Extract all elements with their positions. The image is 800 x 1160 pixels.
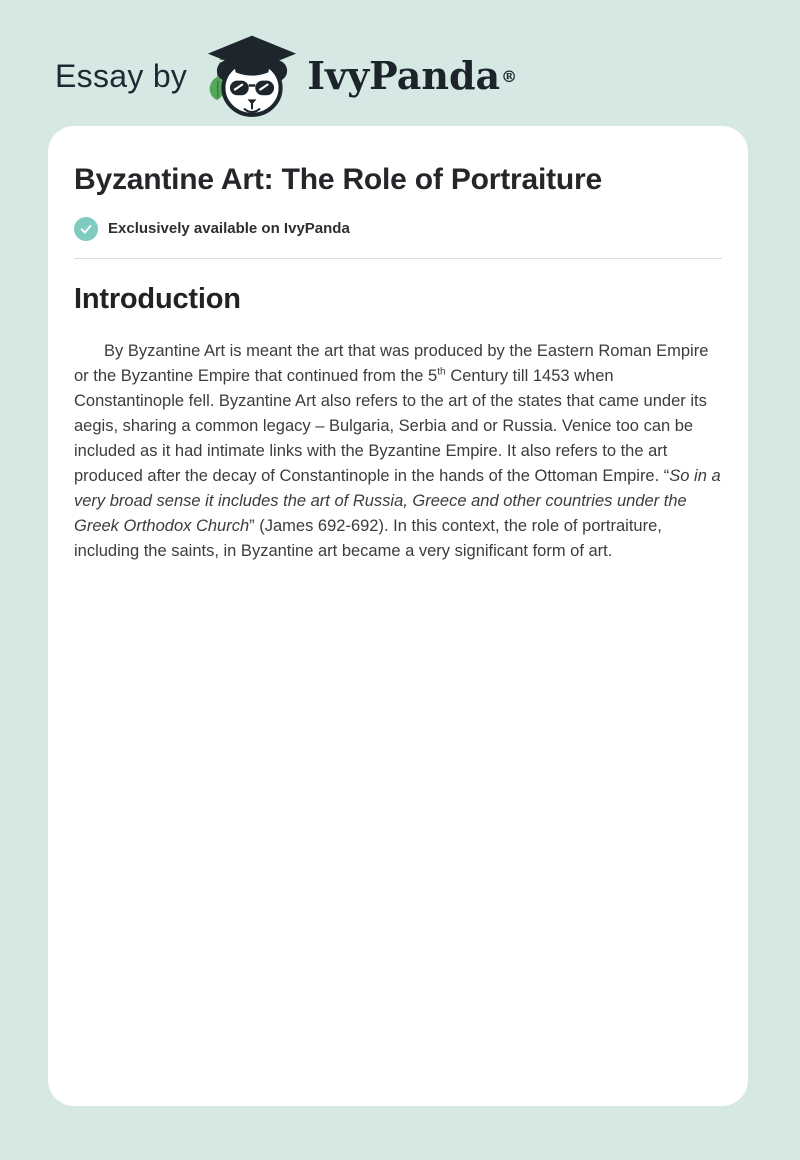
brand-wordmark: IvyPanda	[307, 53, 501, 98]
divider	[74, 258, 722, 259]
intro-paragraph: By Byzantine Art is meant the art that was produced by the Eastern Roman Empire or the Byzantine Empire that continued from the 5th Century till 1453 when Constantinople fell. Byzantine Art also refers to the art of the states that came under its aegis, sharing a common legacy – Bulgaria, Serbia and or Russia. Venice too can be included as it had intimate links with the Byzantine Empire. It also refers to the art produced after the decay of Constantinople in the hands of the Ottoman Empire. “So in a very broad sense it includes the art of Russia, Greece and other countries under the Greek Orthodox Church” (James 692-692). In this context, the role of portraiture, including the saints, in Byzantine art became a very significant form of art.	[74, 341, 721, 560]
exclusive-badge	[74, 217, 722, 241]
essay-card	[48, 126, 748, 1106]
panda-graduate-icon	[203, 34, 301, 119]
section-heading-introduction: Introduction	[74, 282, 241, 315]
exclusive-badge-label: Exclusively available on IvyPanda	[108, 220, 350, 237]
check-icon	[74, 217, 98, 241]
brand-logo[interactable]	[203, 34, 517, 119]
page-header	[0, 0, 800, 118]
essay-by-label: Essay by	[55, 57, 188, 94]
essay-title: Byzantine Art: The Role of Portraiture	[74, 163, 603, 196]
registered-mark: ®	[501, 66, 518, 86]
